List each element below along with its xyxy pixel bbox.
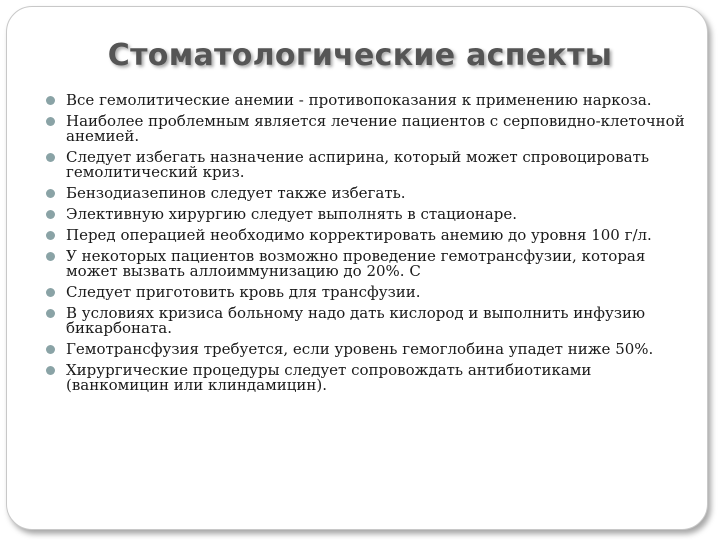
bullet-text: Гемотрансфузия требуется, если уровень гемоглобина упадет ниже 50%. — [66, 340, 654, 358]
bullet-text: Бензодиазепинов следует также избегать. — [66, 184, 406, 202]
bullet-text: Перед операцией необходимо корректировать анемию до уровня 100 г/л. — [66, 226, 652, 244]
bullet-text: Следует приготовить кровь для трансфузии. — [66, 283, 421, 301]
bullet-item — [46, 249, 686, 279]
bullet-icon — [46, 288, 55, 297]
slide-title: Стоматологические аспекты — [107, 38, 613, 73]
bullet-icon — [46, 189, 55, 198]
bullet-item — [46, 207, 686, 222]
bullet-icon — [46, 210, 55, 219]
bullet-text: Элективную хирургию следует выполнять в стационаре. — [66, 205, 517, 223]
bullet-text: Хирургические процедуры следует сопровождать антибиотиками (ванкомицин или клиндамицин). — [66, 361, 592, 394]
bullet-icon — [46, 309, 55, 318]
bullet-icon — [46, 96, 55, 105]
bullet-icon — [46, 252, 55, 261]
bullet-text: Следует избегать назначение аспирина, который может спровоцировать гемолитический криз. — [66, 148, 650, 181]
bullet-item — [46, 306, 686, 336]
bullet-icon — [46, 345, 55, 354]
bullet-icon — [46, 366, 55, 375]
bullet-text: Наиболее проблемным является лечение пациентов с серповидно-клеточной анемией. — [66, 112, 685, 145]
bullet-icon — [46, 231, 55, 240]
bullet-item — [46, 228, 686, 243]
bullet-icon — [46, 153, 55, 162]
bullet-text: У некоторых пациентов возможно проведение гемотрансфузии, которая может вызвать аллоиммунизацию до 20%. С — [66, 247, 646, 280]
bullet-item — [46, 363, 686, 393]
bullet-icon — [46, 117, 55, 126]
bullet-item — [46, 285, 686, 300]
bullet-list — [46, 93, 686, 399]
bullet-item — [46, 114, 686, 144]
bullet-item — [46, 186, 686, 201]
bullet-item — [46, 150, 686, 180]
bullet-text: В условиях кризиса больному надо дать кислород и выполнить инфузию бикарбоната. — [66, 304, 646, 337]
bullet-item — [46, 342, 686, 357]
bullet-item — [46, 93, 686, 108]
bullet-text: Все гемолитические анемии - противопоказания к применению наркоза. — [66, 91, 652, 109]
